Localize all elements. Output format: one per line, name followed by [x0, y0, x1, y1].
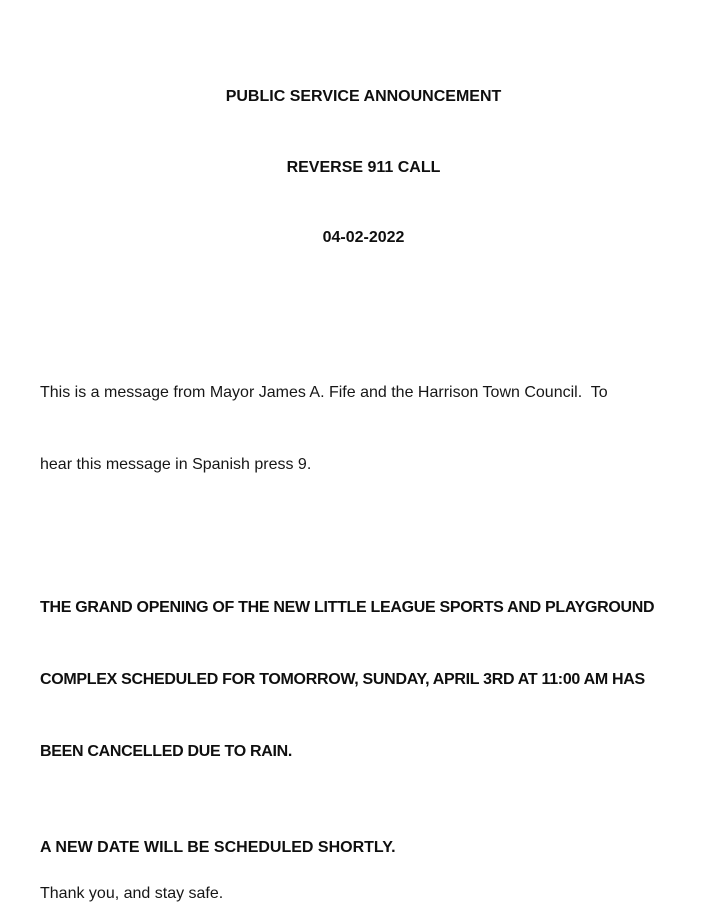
cancellation-line-3: BEEN CANCELLED DUE TO RAIN.	[40, 742, 293, 760]
title-line-reverse-911: REVERSE 911 CALL	[286, 158, 441, 176]
cancellation-line-1: THE GRAND OPENING OF THE NEW LITTLE LEAGUE SPORTS AND PLAYGROUND	[40, 598, 655, 616]
document-title	[40, 0, 687, 297]
title-line-psa: PUBLIC SERVICE ANNOUNCEMENT	[225, 88, 502, 105]
title-line-date: 04-02-2022	[322, 229, 405, 246]
cancellation-paragraph	[40, 548, 687, 812]
cancellation-line-2: COMPLEX SCHEDULED FOR TOMORROW, SUNDAY, APRIL 3RD AT 11:00 AM HAS	[40, 670, 645, 688]
intro-line-2: hear this message in Spanish press 9.	[40, 455, 312, 473]
intro-paragraph	[40, 333, 687, 525]
intro-line-1: This is a message from Mayor James A. Fife and the Harrison Town Council. To	[40, 383, 608, 401]
closing-paragraph: Thank you, and stay safe.	[40, 884, 224, 902]
reschedule-paragraph: A NEW DATE WILL BE SCHEDULED SHORTLY.	[40, 838, 396, 856]
